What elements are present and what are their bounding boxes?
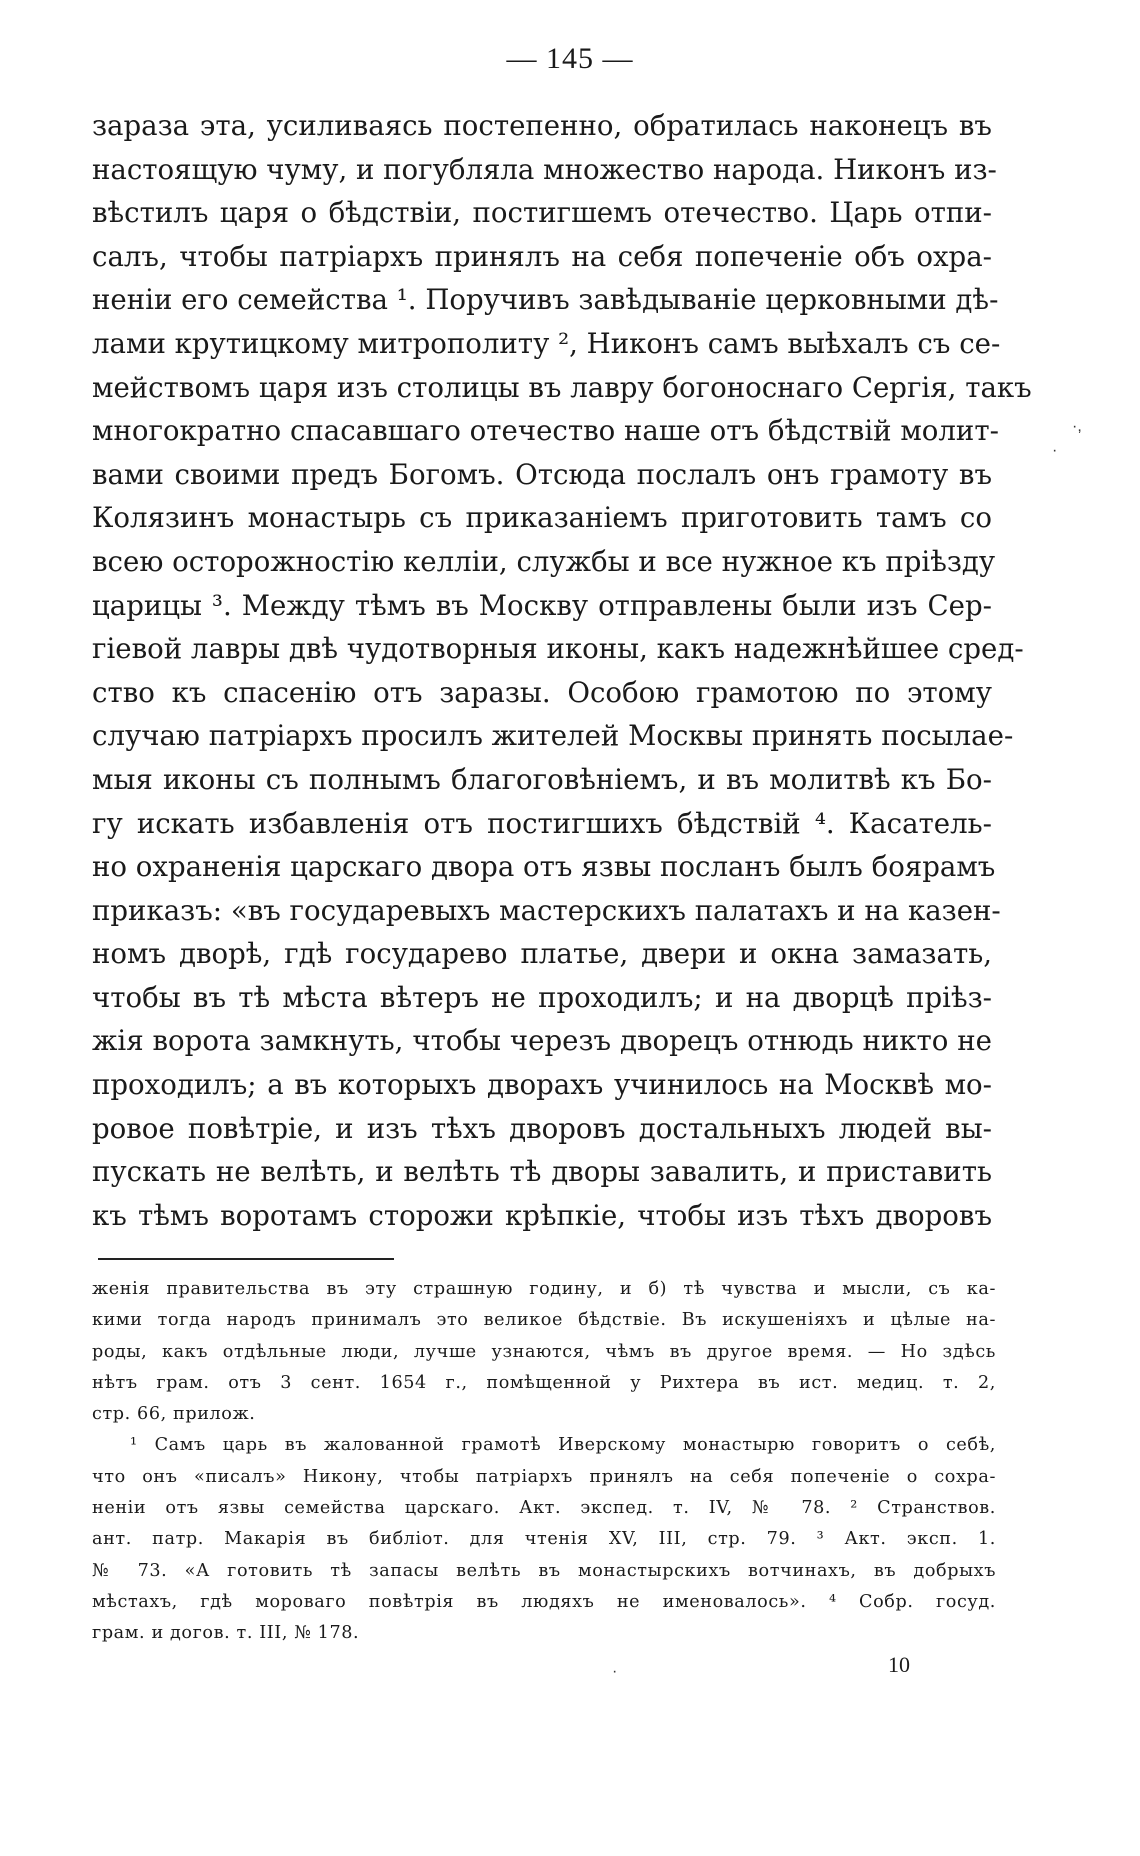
footnote-line: № 73. «А готовить тѣ запасы велѣть въ монастырскихъ вотчинахъ, въ добрыхъ	[92, 1560, 996, 1581]
footnote-line: кими тогда народъ принималъ это великое бѣдствіе. Въ искушеніяхъ и цѣлые на-	[92, 1310, 996, 1331]
text-line: приказъ: «въ государевыхъ мастерскихъ палатахъ и на казен-	[92, 893, 1001, 927]
page-number: — 145 —	[506, 42, 634, 75]
text-line: вами своими предъ Богомъ. Отсюда послалъ онъ грамоту въ	[92, 457, 992, 491]
text-line: царицы ³. Между тѣмъ въ Москву отправлены были изъ Сер-	[92, 588, 992, 622]
footnote-line: что онъ «писалъ» Никону, чтобы патріархъ принялъ на себя попеченіе о сохра-	[92, 1466, 996, 1487]
text-line: Колязинъ монастырь съ приказаніемъ приготовить тамъ со	[92, 501, 992, 535]
footnote-line: ¹ Самъ царь въ жалованной грамотѣ Иверскому монастырю говоритъ о себѣ,	[130, 1435, 996, 1456]
text-line: проходилъ; а въ которыхъ дворахъ учинилось на Москвѣ мо-	[92, 1068, 992, 1102]
text-line: номъ дворѣ, гдѣ государево платье, двери и окна замазать,	[92, 937, 992, 971]
footnote-line: мѣстахъ, гдѣ мороваго повѣтрія въ людяхъ не именовалось». ⁴ Собр. госуд.	[92, 1591, 996, 1612]
text-line: настоящую чуму, и погубляла множество народа. Никонъ из-	[92, 152, 997, 186]
main-text	[92, 104, 1032, 1237]
text-line: ровое повѣтріе, и изъ тѣхъ дворовъ достальныхъ людей вы-	[92, 1111, 992, 1145]
text-line: неніи его семейства ¹. Поручивъ завѣдываніе церковными дѣ-	[92, 283, 999, 317]
text-line: мыя иконы съ полнымъ благоговѣніемъ, и въ молитвѣ къ Бо-	[92, 762, 992, 796]
text-line: всею осторожностію келліи, службы и все нужное къ пріѣзду	[92, 544, 996, 578]
text-line: лами крутицкому митрополиту ², Никонъ самъ выѣхалъ съ се-	[92, 326, 1001, 360]
text-line: къ тѣмъ воротамъ сторожи крѣпкіе, чтобы изъ тѣхъ дворовъ	[92, 1198, 992, 1232]
footnote-divider	[98, 1258, 394, 1260]
text-line: гу искать избавленія отъ постигшихъ бѣдствій ⁴. Касатель-	[92, 806, 992, 840]
text-line: вѣстилъ царя о бѣдствіи, постигшемъ отечество. Царь отпи-	[92, 196, 992, 230]
signature-mark: 10	[888, 1652, 910, 1677]
footnote-line: неніи отъ язвы семейства царскаго. Акт. экспед. т. IV, № 78. ² Странствов.	[92, 1498, 996, 1519]
text-line: но охраненія царскаго двора отъ язвы посланъ былъ боярамъ	[92, 850, 996, 884]
ink-speck: ·,	[1072, 418, 1082, 435]
footnotes	[92, 1274, 996, 1650]
text-line: случаю патріархъ просилъ жителей Москвы принять посылае-	[92, 719, 1014, 753]
footnote-line: женія правительства въ эту страшную годину, и б) тѣ чувства и мысли, съ ка-	[92, 1279, 996, 1299]
text-line: мействомъ царя изъ столицы въ лавру богоноснаго Сергія, такъ	[92, 370, 1032, 404]
text-line: пускать не велѣть, и велѣть тѣ дворы завалить, и приставить	[92, 1155, 992, 1189]
footnote-line: ант. патр. Макарія въ библіот. для чтенія XV, III, стр. 79. ³ Акт. эксп. 1.	[92, 1529, 996, 1550]
footnote-line: стр. 66, прилож.	[92, 1404, 256, 1425]
ink-speck: ·	[612, 1663, 618, 1680]
footnote-line: грам. и догов. т. III, № 178.	[92, 1623, 360, 1644]
text-line: гіевой лавры двѣ чудотворныя иконы, какъ надежнѣйшее сред-	[92, 632, 1024, 666]
footnote-line: роды, какъ отдѣльные люди, лучше узнаются, чѣмъ въ другое время. — Но здѣсь	[92, 1341, 996, 1362]
ink-speck: ·	[1052, 442, 1058, 459]
text-line: ство къ спасенію отъ заразы. Особою грамотою по этому	[92, 675, 992, 709]
text-line: салъ, чтобы патріархъ принялъ на себя попеченіе объ охра-	[92, 239, 992, 273]
text-line: жія ворота замкнуть, чтобы черезъ дворецъ отнюдь никто не	[92, 1024, 992, 1058]
footnote-line: нѣтъ грам. отъ 3 сент. 1654 г., помѣщенной у Рихтера въ ист. медиц. т. 2,	[92, 1372, 996, 1393]
text-line: зараза эта, усиливаясь постепенно, обратилась наконецъ въ	[92, 109, 992, 142]
text-line: чтобы въ тѣ мѣста вѣтеръ не проходилъ; и на дворцѣ пріѣз-	[92, 980, 992, 1014]
text-line: многократно спасавшаго отечество наше отъ бѣдствій молит-	[92, 414, 999, 448]
